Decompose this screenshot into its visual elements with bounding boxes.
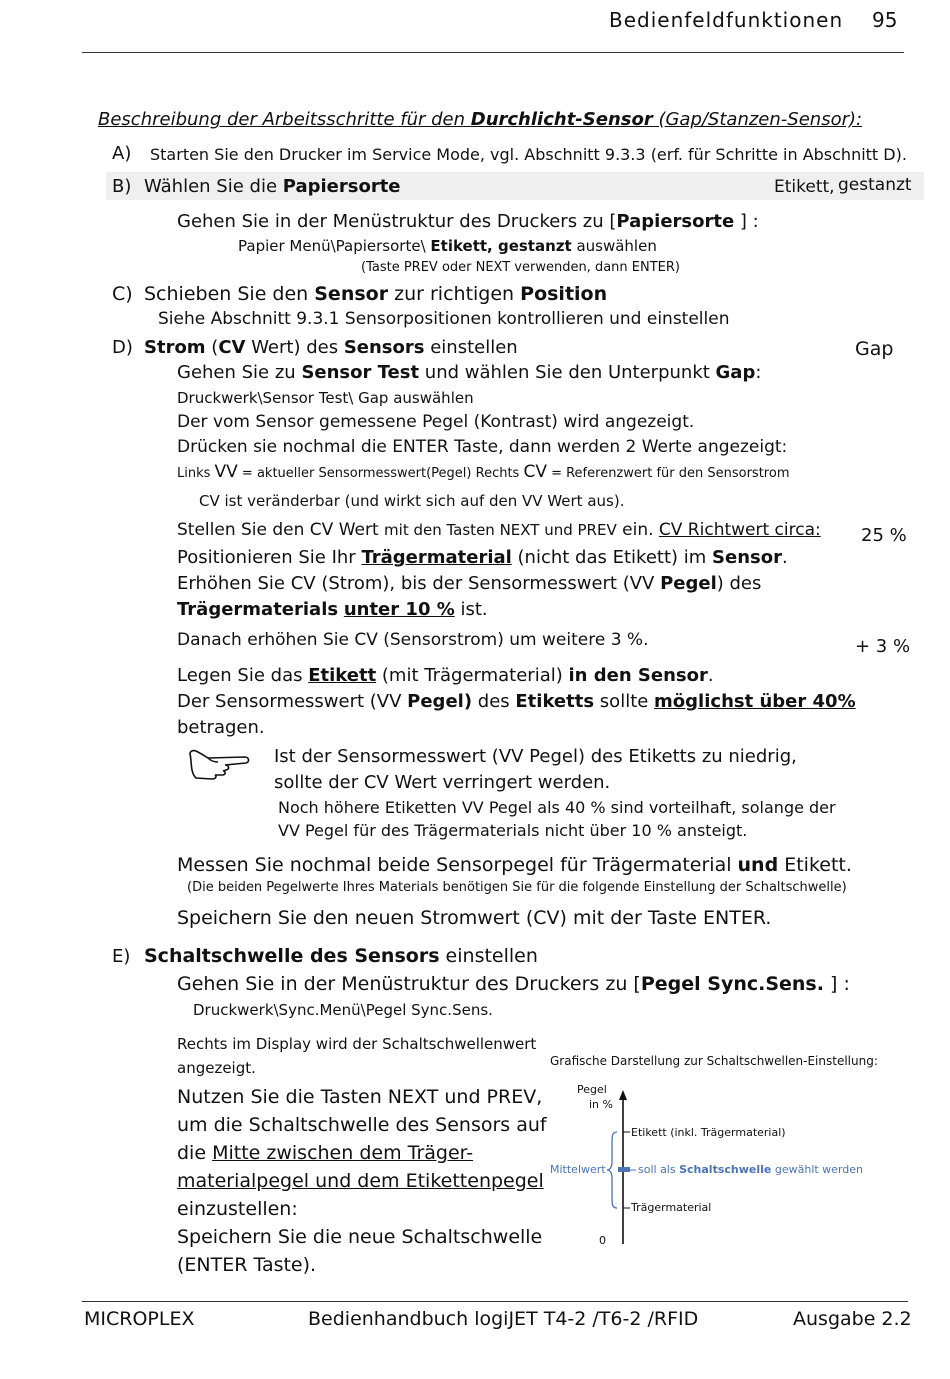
- step-c-letter: C): [112, 283, 133, 305]
- hint-line1: Ist der Sensormesswert (VV Pegel) des Etiketts zu niedrig,: [274, 746, 797, 767]
- page-number: 95: [872, 8, 898, 32]
- hint-line3: Noch höhere Etiketten VV Pegel als 40 % sind vorteilhaft, solange der: [278, 798, 836, 817]
- step-b-line2: Papier Menü\Papiersorte\ Etikett, gestanzt auswählen: [238, 237, 657, 255]
- step-c-line1: Siehe Abschnitt 9.3.1 Sensorpositionen kontrollieren und einstellen: [158, 309, 730, 329]
- step-d-line8: Positionieren Sie Ihr Trägermaterial (nicht das Etikett) im Sensor.: [177, 547, 788, 568]
- diagram-bottom-label: Trägermaterial: [631, 1201, 712, 1214]
- header-rule: [82, 52, 904, 53]
- step-a-text: Starten Sie den Drucker im Service Mode, vgl. Abschnitt 9.3.3 (erf. für Schritte in Abschnitt D).: [150, 145, 907, 164]
- diagram-top-label: Etikett (inkl. Trägermaterial): [631, 1126, 786, 1139]
- step-d-line17: Speichern Sie den neuen Stromwert (CV) mit der Taste ENTER.: [177, 907, 772, 929]
- step-d-line10: Trägermaterials unter 10 % ist.: [177, 599, 488, 620]
- step-e-line9: einzustellen:: [177, 1198, 298, 1220]
- step-d-heading: Strom (CV Wert) des Sensors einstellen: [144, 337, 518, 358]
- step-b-line1: Gehen Sie in der Menüstruktur des Druckers zu [Papiersorte ] :: [177, 211, 759, 232]
- step-d-line15: Messen Sie nochmal beide Sensorpegel für Trägermaterial und Etikett.: [177, 854, 852, 876]
- step-d-line5: Links VV = aktueller Sensormesswert(Pegel) Rechts CV = Referenzwert für den Sensorstrom: [177, 462, 790, 482]
- step-d-right-gap: Gap: [855, 338, 894, 360]
- step-e-letter: E): [112, 946, 131, 967]
- diagram-brace: [607, 1132, 617, 1208]
- step-b-line3: (Taste PREV oder NEXT verwenden, dann ENTER): [361, 260, 680, 275]
- step-d-line13: Der Sensormesswert (VV Pegel) des Etiketts sollte möglichst über 40%: [177, 691, 856, 712]
- step-b-letter: B): [112, 176, 132, 197]
- diagram-mid-right-label: soll als Schaltschwelle gewählt werden: [638, 1163, 863, 1176]
- step-d-letter: D): [112, 337, 133, 358]
- intro-line: Beschreibung der Arbeitsschritte für den Durchlicht-Sensor (Gap/Stanzen-Sensor):: [98, 109, 863, 130]
- step-d-line1: Gehen Sie zu Sensor Test und wählen Sie den Unterpunkt Gap:: [177, 362, 762, 383]
- step-d-line16: (Die beiden Pegelwerte Ihres Materials benötigen Sie für die folgende Einstellung der Schaltschwelle): [187, 880, 847, 895]
- step-c-heading: Schieben Sie den Sensor zur richtigen Position: [144, 283, 608, 305]
- step-e-line7: die Mitte zwischen dem Träger-: [177, 1142, 474, 1164]
- diagram-title: Grafische Darstellung zur Schaltschwellen-Einstellung:: [550, 1054, 878, 1068]
- step-e-line11: (ENTER Taste).: [177, 1254, 317, 1276]
- step-e-line4: angezeigt.: [177, 1059, 256, 1077]
- step-e-line3: Rechts im Display wird der Schaltschwellenwert: [177, 1035, 537, 1053]
- hint-line2: sollte der CV Wert verringert werden.: [274, 772, 611, 793]
- diagram-axis-label-1: Pegel: [577, 1083, 607, 1096]
- step-d-line7: Stellen Sie den CV Wert mit den Tasten NEXT und PREV ein. CV Richtwert circa:: [177, 520, 821, 540]
- step-d-line14: betragen.: [177, 717, 265, 738]
- step-e-line8: materialpegel und dem Etikettenpegel: [177, 1170, 544, 1192]
- diagram-threshold-marker: [618, 1167, 630, 1172]
- diagram-mid-left-label: Mittelwert: [550, 1163, 606, 1176]
- step-b-heading: Wählen Sie die Papiersorte: [144, 176, 401, 197]
- step-d-line11: Danach erhöhen Sie CV (Sensorstrom) um weitere 3 %.: [177, 630, 649, 650]
- step-e-heading: Schaltschwelle des Sensors einstellen: [144, 945, 538, 967]
- step-e-line6: um die Schaltschwelle des Sensors auf: [177, 1114, 547, 1136]
- step-d-line3: Der vom Sensor gemessene Pegel (Kontrast) wird angezeigt.: [177, 412, 695, 432]
- header-title: Bedienfeldfunktionen: [609, 8, 844, 32]
- step-d-right-25: 25 %: [861, 525, 907, 546]
- step-d-line9: Erhöhen Sie CV (Strom), bis der Sensormesswert (VV Pegel) des: [177, 573, 762, 594]
- footer-right: Ausgabe 2.2: [793, 1308, 912, 1330]
- diagram-axis-arrow: [619, 1090, 627, 1100]
- diagram-axis-label-2: in %: [589, 1098, 613, 1111]
- hint-line4: VV Pegel für des Trägermaterials nicht über 10 % ansteigt.: [278, 821, 748, 840]
- step-a-letter: A): [112, 143, 132, 164]
- footer-rule: [82, 1301, 908, 1302]
- footer-left: MICROPLEX: [84, 1308, 195, 1330]
- step-b-right-2: gestanzt: [838, 175, 912, 195]
- step-d-line4: Drücken sie nochmal die ENTER Taste, dann werden 2 Werte angezeigt:: [177, 437, 788, 457]
- step-d-line12: Legen Sie das Etikett (mit Trägermaterial) in den Sensor.: [177, 665, 714, 686]
- step-d-line2: Druckwerk\Sensor Test\ Gap auswählen: [177, 389, 474, 407]
- step-e-line2: Druckwerk\Sync.Menü\Pegel Sync.Sens.: [193, 1001, 493, 1019]
- step-e-line5: Nutzen Sie die Tasten NEXT und PREV,: [177, 1086, 543, 1108]
- footer-center: Bedienhandbuch logiJET T4-2 /T6-2 /RFID: [308, 1308, 699, 1330]
- pointing-hand-icon: [186, 748, 250, 788]
- step-d-right-plus3: + 3 %: [855, 636, 911, 657]
- step-e-line1: Gehen Sie in der Menüstruktur des Druckers zu [Pegel Sync.Sens. ] :: [177, 973, 850, 995]
- diagram-zero-label: 0: [599, 1234, 606, 1247]
- step-d-line6: CV ist veränderbar (und wirkt sich auf den VV Wert aus).: [199, 492, 625, 510]
- step-e-line10: Speichern Sie die neue Schaltschwelle: [177, 1226, 543, 1248]
- step-b-right-1: Etikett,: [774, 177, 835, 197]
